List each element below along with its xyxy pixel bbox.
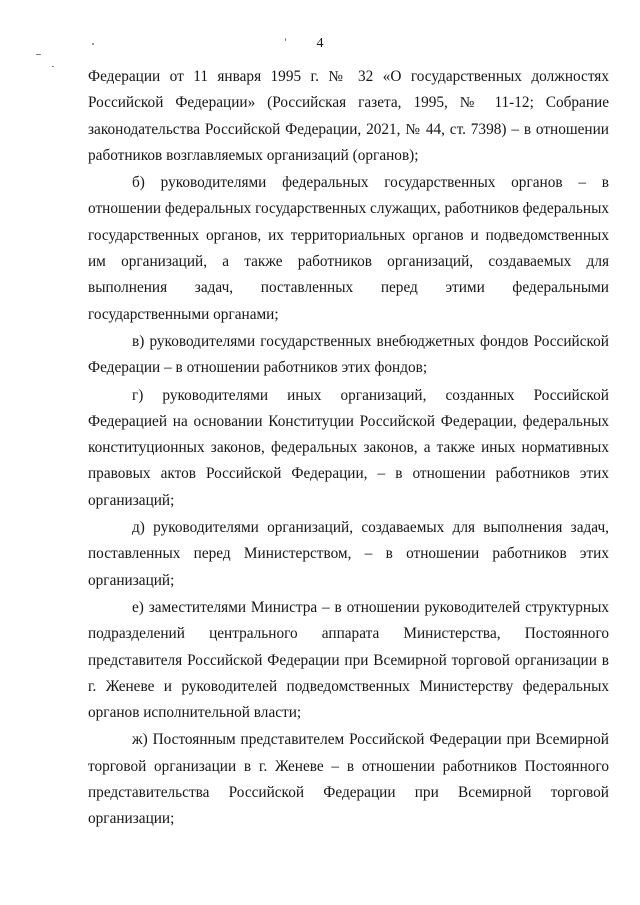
scan-speck bbox=[92, 43, 94, 45]
paragraph-continuation: Федерации от 11 января 1995 г. № 32 «О государственных должностях Российской Федерации» (Российская газета, 1995, № 11-12; Собрание законодательства Российской Федерации, 2021, № 44, ст. 7398) – в отношении работников возглавляемых организаций (органов); bbox=[88, 68, 609, 164]
document-body bbox=[88, 64, 609, 833]
paragraph-item-d: д) руководителями организаций, создаваемых для выполнения задач, поставленных перед Министерством, – в отношении работников этих организаций; bbox=[88, 519, 609, 589]
scan-speck bbox=[52, 66, 54, 67]
scan-speck bbox=[285, 38, 286, 41]
scan-speck bbox=[36, 54, 41, 55]
paragraph-item-v: в) руководителями государственных внебюджетных фондов Российской Федерации – в отношении работников этих фондов; bbox=[88, 332, 609, 377]
paragraph-item-g: г) руководителями иных организаций, созданных Российской Федерацией на основании Конституции Российской Федерации, федеральных конституционных законов, федеральных законов, а также иных нормативных правовых актов Российской Федерации, – в отношении работников этих организаций; bbox=[88, 386, 609, 509]
paragraph-item-zh: ж) Постоянным представителем Российской Федерации при Всемирной торговой организации в г. Женеве – в отношении работников Постоянного представительства Российской Федерации при Всемирной торговой организации; bbox=[88, 731, 609, 828]
page-number: 4 bbox=[316, 36, 324, 51]
paragraph-item-b: б) руководителями федеральных государственных органов – в отношении федеральных государственных служащих, работников федеральных государственных органов, их территориальных органов и подведомственных им организаций, а также работников организаций, создаваемых для выполнения задач, поставленных перед этими федеральными государственными органами; bbox=[88, 174, 609, 323]
paragraph-item-e: е) заместителями Министра – в отношении руководителей структурных подразделений центрального аппарата Министерства, Постоянного представителя Российской Федерации при Всемирной торговой организации в г. Женеве и руководителей подведомственных Министерству федеральных органов исполнительной власти; bbox=[88, 598, 609, 722]
